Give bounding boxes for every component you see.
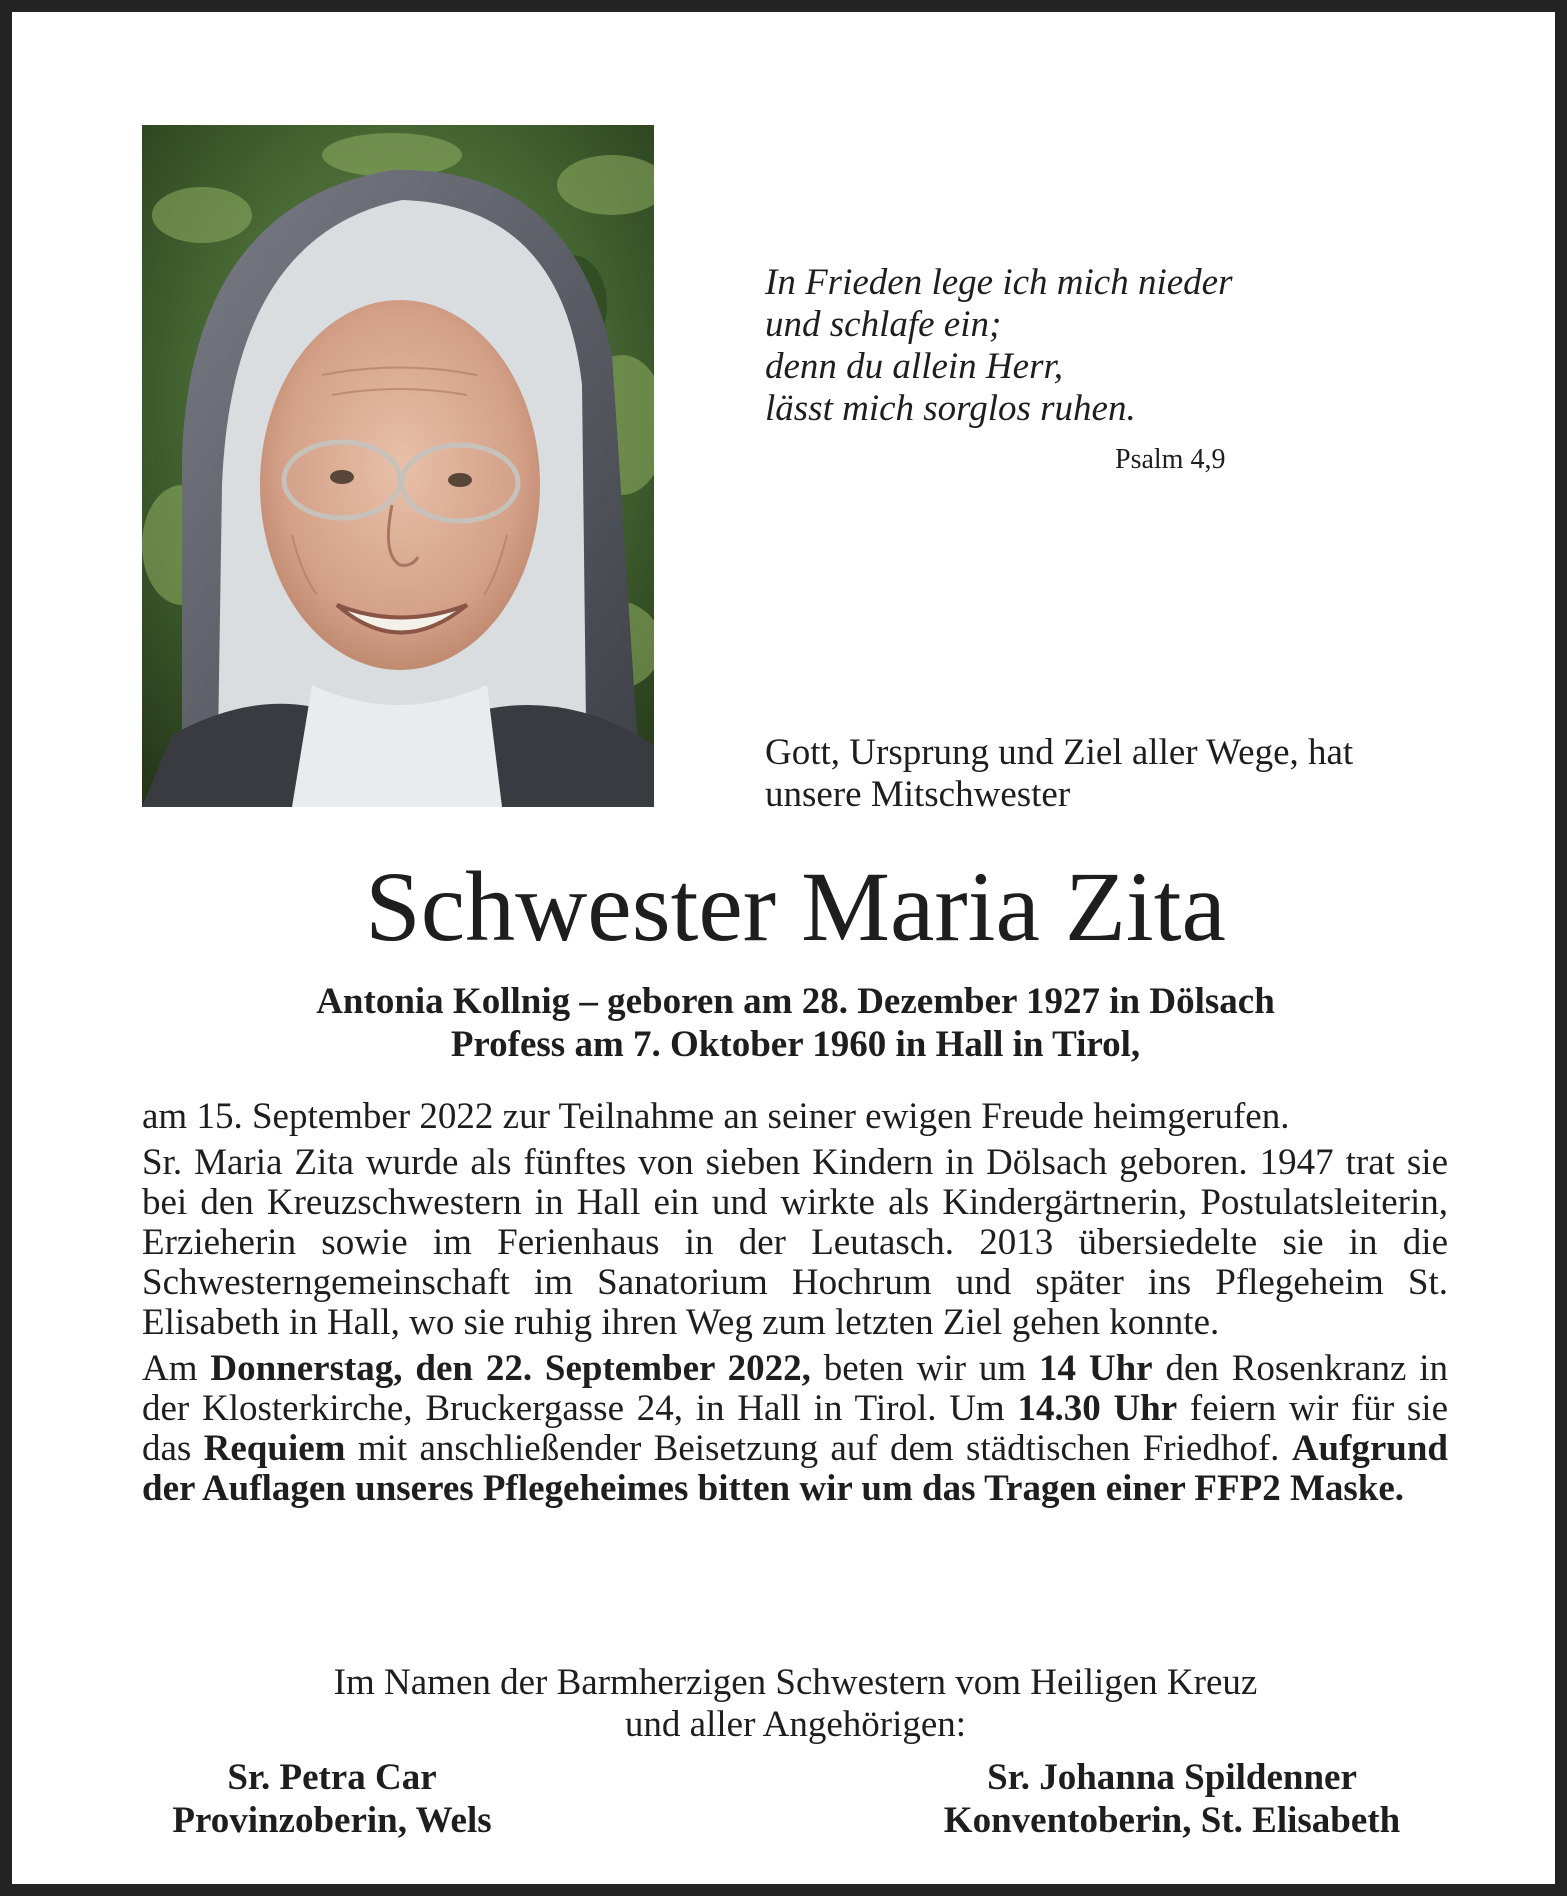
rosary-time: 14 Uhr	[1039, 1348, 1153, 1389]
profession-line: Profess am 7. Oktober 1960 in Hall in Tirol,	[450, 1024, 1141, 1065]
signature-name: Sr. Johanna Spildenner	[987, 1757, 1357, 1798]
portrait-photo	[142, 125, 654, 807]
deceased-name: Schwester Maria Zita	[365, 851, 1226, 962]
intro-line: unsere Mitschwester	[765, 774, 1071, 815]
signature-name: Sr. Petra Car	[227, 1757, 437, 1798]
signature-role: Provinzoberin, Wels	[172, 1800, 492, 1841]
notice-body	[142, 1097, 1448, 1515]
closing-line: und aller Angehörigen:	[624, 1704, 967, 1745]
intro-text	[765, 732, 1465, 816]
mask-notice: Aufgrund der Auflagen unseres Pflegeheimes bitten wir um das Tragen einer FFP2 Maske.	[142, 1428, 1448, 1509]
signature-left	[132, 1756, 532, 1842]
verse-line: lässt mich sorglos ruhen.	[765, 388, 1136, 429]
service-text: Am	[142, 1348, 211, 1389]
death-line	[142, 1097, 1448, 1137]
verse-reference: Psalm 4,9	[1115, 444, 1226, 475]
closing-text	[12, 1662, 1567, 1746]
signature-right	[892, 1756, 1452, 1842]
birth-line: Antonia Kollnig – geboren am 28. Dezember 1927 in Dölsach	[316, 981, 1275, 1022]
verse-line: In Frieden lege ich mich nieder	[765, 262, 1233, 303]
psalm-verse	[765, 262, 1285, 430]
requiem-label: Requiem	[203, 1428, 346, 1469]
verse-line: denn du allein Herr,	[765, 346, 1064, 387]
service-text: mit anschließender Beisetzung auf dem städtischen Friedhof.	[345, 1428, 1292, 1469]
portrait-illustration	[142, 125, 654, 807]
service-text: den Rosenkranz in der Klosterkirche, Bruckergasse 24, in Hall in Tirol. Um	[142, 1348, 1448, 1429]
intro-line: Gott, Ursprung und Ziel aller Wege, hat	[765, 732, 1354, 773]
service-date: Donnerstag, den 22. September 2022,	[210, 1348, 811, 1389]
closing-line: Im Namen der Barmherzigen Schwestern vom Heiligen Kreuz	[333, 1662, 1258, 1703]
signature-role: Konventoberin, St. Elisabeth	[943, 1800, 1401, 1841]
requiem-time: 14.30 Uhr	[1017, 1388, 1178, 1429]
deceased-details	[12, 980, 1567, 1066]
service-paragraph	[142, 1349, 1448, 1509]
service-text: beten wir um	[810, 1348, 1040, 1389]
biography-paragraph: Sr. Maria Zita wurde als fünftes von sieben Kindern in Dölsach geboren. 1947 trat sie bei den Kreuzschwestern in Hall ein und wirkte als Kindergärtnerin, Postulatsleiterin, Erzieherin sowie im Ferienhaus in der Leutasch. 2013 übersiedelte sie in die Schwesterngemeinschaft im Sanatorium Hochrum und später ins Pflegeheim St. Elisabeth in Hall, wo sie ruhig ihren Weg zum letzten Ziel gehen konnte.	[142, 1142, 1448, 1343]
service-text: feiern wir für sie das	[142, 1388, 1448, 1469]
death-line-text: am 15. September 2022 zur Teilnahme an seiner ewigen Freude heimgerufen.	[142, 1096, 1290, 1137]
verse-line: und schlafe ein;	[765, 304, 1002, 345]
